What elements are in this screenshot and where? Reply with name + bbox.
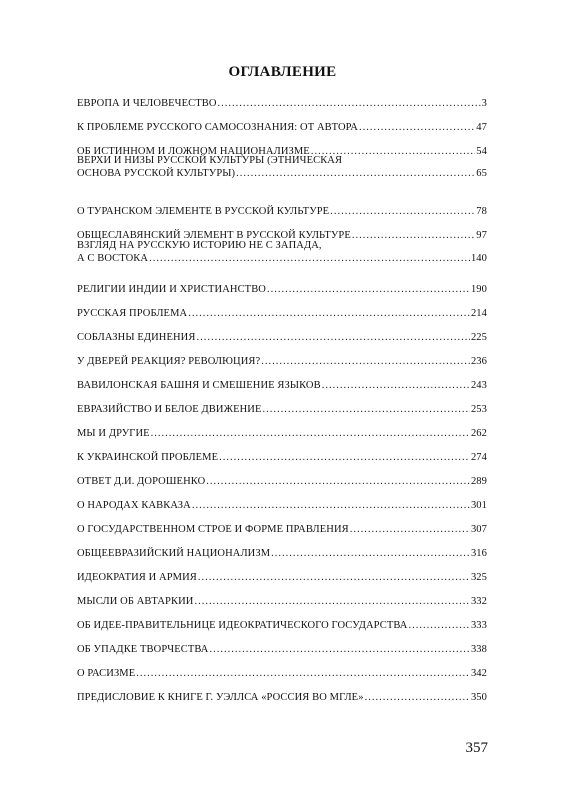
toc-entry-page: 307 [470, 524, 487, 535]
toc-leader-dots [263, 403, 470, 416]
toc-entry-page: 3 [481, 98, 487, 109]
toc-entry [77, 643, 487, 656]
toc-entry-title: О ГОСУДАРСТВЕННОМ СТРОЕ И ФОРМЕ ПРАВЛЕНИЯ [77, 524, 349, 535]
toc-entry-page: 190 [470, 284, 487, 295]
toc-entry-page: 243 [470, 380, 487, 391]
toc-leader-dots [149, 252, 470, 265]
toc-entry-page: 274 [470, 452, 487, 463]
toc-entry [77, 475, 487, 488]
toc-leader-dots [322, 379, 470, 392]
toc-entry [77, 499, 487, 512]
toc-entry-page: 301 [470, 500, 487, 511]
toc-entry-page: 338 [470, 644, 487, 655]
toc-leader-dots [194, 595, 470, 608]
toc-entry-title-line: ВЗГЛЯД НА РУССКУЮ ИСТОРИЮ НЕ С ЗАПАДА, [77, 240, 322, 251]
toc-leader-dots [365, 691, 470, 704]
toc-entry-title: РУССКАЯ ПРОБЛЕМА [77, 308, 188, 319]
toc-entry [77, 523, 487, 536]
toc-entry [77, 331, 487, 344]
toc-entry-page: 262 [470, 428, 487, 439]
toc-entry-page: 325 [470, 572, 487, 583]
toc-entry [77, 427, 487, 440]
toc-entry-title: ОТВЕТ Д.И. ДОРОШЕНКО [77, 476, 206, 487]
toc-entry [77, 97, 487, 110]
toc-entry [77, 595, 487, 608]
toc-entry-page: 236 [470, 356, 487, 367]
toc-entry-title-line: ВЕРХИ И НИЗЫ РУССКОЙ КУЛЬТУРЫ (ЭТНИЧЕСКАЯ [77, 155, 343, 166]
toc-leader-dots [408, 619, 469, 632]
toc-entry-page: 78 [476, 206, 487, 217]
toc-entry [77, 205, 487, 218]
toc-leader-dots [192, 499, 470, 512]
toc-entry-title: ОБ ИДЕЕ-ПРАВИТЕЛЬНИЦЕ ИДЕОКРАТИЧЕСКОГО ГОСУДАРСТВА [77, 620, 408, 631]
toc-entry-title: МЫ И ДРУГИЕ [77, 428, 150, 439]
page-number: 357 [465, 740, 488, 756]
toc-entry-page: 342 [470, 668, 487, 679]
toc-entry [77, 154, 487, 180]
toc-leader-dots [330, 205, 475, 218]
toc-leader-dots [136, 667, 470, 680]
toc-leader-dots [350, 523, 470, 536]
toc-entry [77, 667, 487, 680]
toc-entry-page: 214 [470, 308, 487, 319]
toc-leader-dots [198, 571, 470, 584]
toc-entry-page: 333 [470, 620, 487, 631]
toc-entry-title: О ТУРАНСКОМ ЭЛЕМЕНТЕ В РУССКОЙ КУЛЬТУРЕ [77, 206, 330, 217]
toc-entry-title: МЫСЛИ ОБ АВТАРКИИ [77, 596, 194, 607]
toc-entry-page: 54 [476, 146, 487, 157]
toc-entry-page: 332 [470, 596, 487, 607]
toc-leader-dots [188, 307, 470, 320]
toc-entry [77, 121, 487, 134]
toc-entry [77, 571, 487, 584]
toc-entry [77, 403, 487, 416]
toc-entry [77, 379, 487, 392]
toc-entry [77, 355, 487, 368]
toc-entry-page: 97 [476, 230, 487, 241]
toc-entry-title: ОБЩЕЕВРАЗИЙСКИЙ НАЦИОНАЛИЗМ [77, 548, 271, 559]
toc-leader-dots [196, 331, 469, 344]
toc-entry-title: О НАРОДАХ КАВКАЗА [77, 500, 191, 511]
toc-entry-title: ОБ УПАДКЕ ТВОРЧЕСТВА [77, 644, 209, 655]
toc-leader-dots [219, 451, 470, 464]
toc-entry-title: ВАВИЛОНСКАЯ БАШНЯ И СМЕШЕНИЕ ЯЗЫКОВ [77, 380, 321, 391]
toc-leader-dots [236, 167, 475, 180]
toc-entry-page: 289 [470, 476, 487, 487]
toc-leader-dots [206, 475, 470, 488]
toc-entry [77, 547, 487, 560]
toc-entry [77, 619, 487, 632]
toc-leader-dots [267, 283, 470, 296]
toc-leader-dots [218, 97, 481, 110]
toc-entry [77, 239, 487, 265]
toc-entry-title: ОБЩЕСЛАВЯНСКИЙ ЭЛЕМЕНТ В РУССКОЙ КУЛЬТУРЕ [77, 230, 351, 241]
toc-entry-page: 225 [470, 332, 487, 343]
toc-entry-title: ПРЕДИСЛОВИЕ К КНИГЕ Г. УЭЛЛСА «РОССИЯ ВО МГЛЕ» [77, 692, 364, 703]
toc-entry-page: 65 [476, 168, 487, 179]
toc-entry-title: ОСНОВА РУССКОЙ КУЛЬТУРЫ) [77, 168, 236, 179]
toc-entry-title: РЕЛИГИИ ИНДИИ И ХРИСТИАНСТВО [77, 284, 266, 295]
toc-entry-title: ЕВРОПА И ЧЕЛОВЕЧЕСТВО [77, 98, 217, 109]
toc-entry-title: У ДВЕРЕЙ РЕАКЦИЯ? РЕВОЛЮЦИЯ? [77, 356, 261, 367]
toc-leader-dots [209, 643, 469, 656]
toc-entry-title: А С ВОСТОКА [77, 253, 149, 264]
toc-entry [77, 691, 487, 704]
toc-entry [77, 283, 487, 296]
toc-entry-page: 253 [470, 404, 487, 415]
toc-entry-title: О РАСИЗМЕ [77, 668, 136, 679]
toc-entry-title: ОБ ИСТИННОМ И ЛОЖНОМ НАЦИОНАЛИЗМЕ [77, 146, 310, 157]
toc-entry-title: ИДЕОКРАТИЯ И АРМИЯ [77, 572, 197, 583]
toc-entry-title: К УКРАИНСКОЙ ПРОБЛЕМЕ [77, 452, 219, 463]
toc-entry [77, 451, 487, 464]
toc-entry-page: 316 [470, 548, 487, 559]
toc-entry-title: К ПРОБЛЕМЕ РУССКОГО САМОСОЗНАНИЯ: ОТ АВТОРА [77, 122, 358, 133]
toc-entry-page: 140 [470, 253, 487, 264]
toc-entry-title: ЕВРАЗИЙСТВО И БЕЛОЕ ДВИЖЕНИЕ [77, 404, 262, 415]
toc-leader-dots [151, 427, 470, 440]
toc-entry-title: СОБЛАЗНЫ ЕДИНЕНИЯ [77, 332, 196, 343]
toc-leader-dots [359, 121, 475, 134]
toc-entry-page: 350 [470, 692, 487, 703]
toc-title: ОГЛАВЛЕНИЕ [228, 64, 337, 80]
toc-entry [77, 307, 487, 320]
toc-leader-dots [261, 355, 470, 368]
toc-leader-dots [271, 547, 470, 560]
toc-entry-page: 47 [476, 122, 487, 133]
